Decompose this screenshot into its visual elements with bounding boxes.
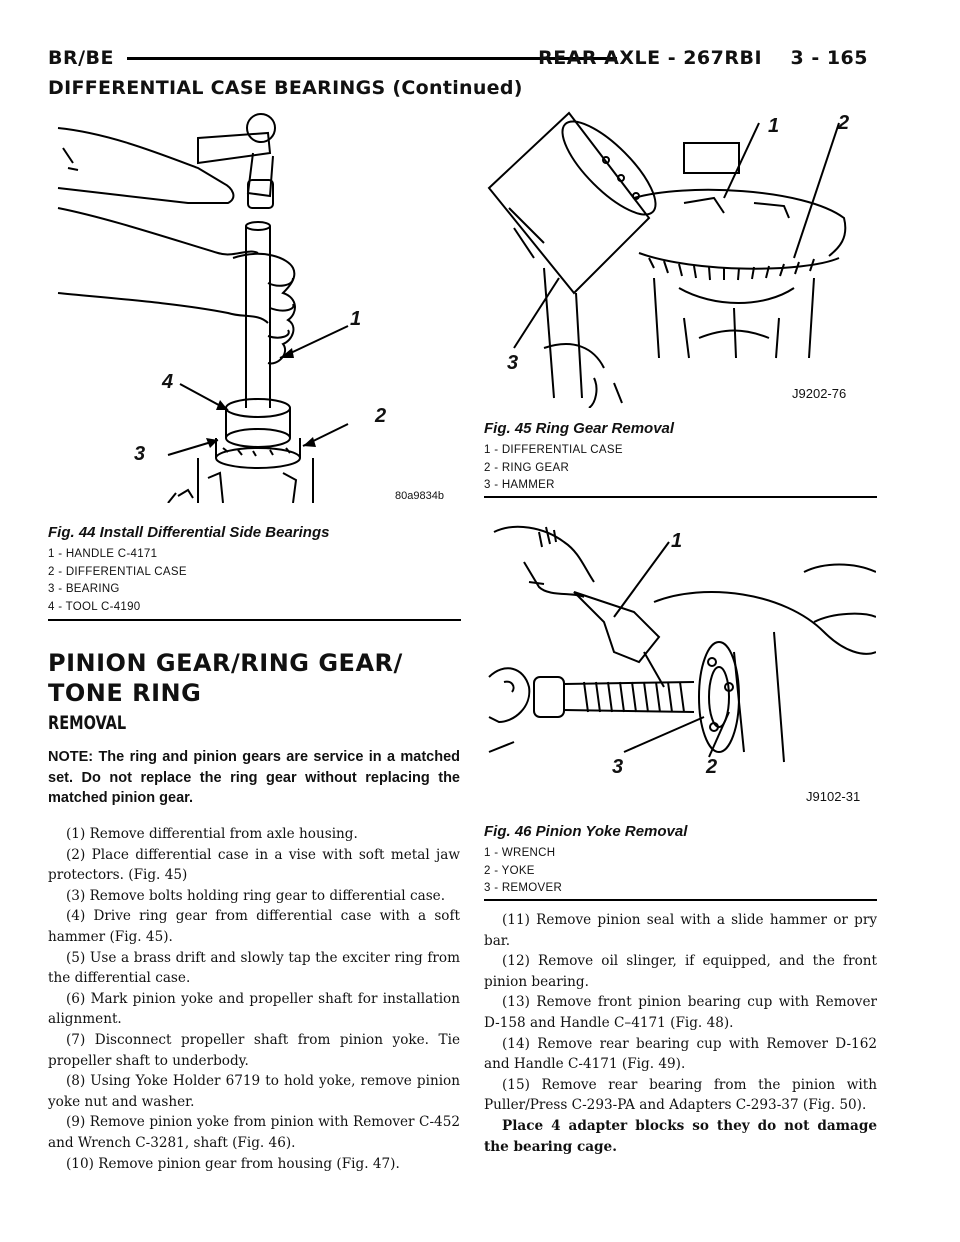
- fig46-callout-1: 1: [671, 530, 683, 552]
- fig44-caption: Fig. 44 Install Differential Side Bearings: [48, 524, 330, 541]
- fig44-legend: [48, 546, 187, 616]
- figure-44-illustration: [48, 108, 460, 503]
- step: (2) Place differential case in a vise with soft metal jaw protectors. (Fig. 45): [48, 846, 460, 884]
- header-section-page: REAR AXLE - 267RBI 3 - 165: [538, 47, 868, 69]
- step: (1) Remove differential from axle housing.: [66, 826, 358, 842]
- bold-note: Place 4 adapter blocks so they do not damage the bearing cage.: [484, 1117, 877, 1155]
- legend-item: 2 - RING GEAR: [484, 461, 570, 474]
- step: (9) Remove pinion yoke from pinion with Remover C-452 and Wrench C-3281, shaft (Fig. 46).: [48, 1114, 460, 1151]
- fig45-code: J9202-76: [792, 386, 847, 401]
- fig45-rule: [484, 496, 877, 498]
- fig45-caption: Fig. 45 Ring Gear Removal: [484, 420, 675, 437]
- fig44-callout-3: 3: [134, 443, 146, 465]
- fig44-callout-1: 1: [350, 308, 362, 330]
- step: (12) Remove oil slinger, if equipped, and the front pinion bearing.: [484, 953, 877, 990]
- step: (3) Remove bolts holding ring gear to differential case.: [66, 887, 446, 904]
- step: (11) Remove pinion seal with a slide hammer or pry bar.: [484, 912, 877, 949]
- fig45-callout-1: 1: [768, 115, 780, 137]
- fig44-code: 80a9834b: [395, 490, 444, 502]
- legend-item: 2 - YOKE: [484, 864, 535, 877]
- step: (14) Remove rear bearing cup with Remover D-162 and Handle C-4171 (Fig. 49).: [484, 1035, 877, 1073]
- fig44-callout-2: 2: [375, 405, 387, 427]
- legend-item: 1 - WRENCH: [484, 847, 556, 859]
- note-paragraph: NOTE: The ring and pinion gears are service in a matched set. Do not replace the ring gear without replacing the matched pinion gear.: [48, 749, 460, 806]
- step: (15) Remove rear bearing from the pinion with Puller/Press C-293-PA and Adapters C-293-37 (Fig. 50).: [484, 1076, 877, 1114]
- legend-item: 3 - REMOVER: [484, 882, 563, 894]
- fig44-callout-4: 4: [162, 371, 174, 393]
- fig46-caption: Fig. 46 Pinion Yoke Removal: [484, 823, 688, 840]
- fig46-rule: [484, 899, 877, 901]
- step: (5) Use a brass drift and slowly tap the exciter ring from the differential case.: [48, 949, 460, 987]
- legend-item: 2 - DIFFERENTIAL CASE: [48, 565, 187, 578]
- fig46-callout-3: 3: [612, 756, 624, 778]
- fig46-callout-2: 2: [706, 756, 718, 778]
- legend-item: 1 - DIFFERENTIAL CASE: [484, 444, 623, 456]
- fig46-legend: [484, 845, 562, 898]
- step: (8) Using Yoke Holder 6719 to hold yoke, remove pinion yoke nut and washer.: [48, 1073, 460, 1110]
- step: (6) Mark pinion yoke and propeller shaft for installation alignment.: [48, 990, 460, 1028]
- figure-46-illustration: [484, 512, 876, 812]
- fig45-callout-2: 2: [838, 112, 850, 134]
- subheading-removal: REMOVAL: [48, 712, 127, 734]
- figure-45-illustration: [484, 108, 876, 408]
- fig46-code: J9102-31: [806, 789, 861, 804]
- header-manual-code: BR/BE: [48, 47, 115, 69]
- step: (13) Remove front pinion bearing cup with Remover D-158 and Handle C–4171 (Fig. 48).: [484, 994, 877, 1031]
- fig44-rule: [48, 619, 461, 621]
- section-title: DIFFERENTIAL CASE BEARINGS (Continued): [48, 77, 523, 99]
- step: (10) Remove pinion gear from housing (Fig. 47).: [66, 1155, 400, 1172]
- legend-item: 3 - BEARING: [48, 583, 120, 595]
- legend-item: 4 - TOOL C-4190: [48, 600, 141, 613]
- legend-item: 3 - HAMMER: [484, 479, 555, 491]
- fig45-callout-3: 3: [507, 352, 519, 374]
- legend-item: 1 - HANDLE C-4171: [48, 548, 158, 560]
- fig45-legend: [484, 442, 623, 495]
- heading-pinion-gear: PINION GEAR/RING GEAR/ TONE RING: [48, 649, 403, 707]
- right-steps: [484, 910, 877, 1157]
- left-steps: [48, 824, 460, 1174]
- step: (7) Disconnect propeller shaft from pinion yoke. Tie propeller shaft to underbody.: [48, 1031, 460, 1069]
- step: (4) Drive ring gear from differential case with a soft hammer (Fig. 45).: [48, 908, 460, 945]
